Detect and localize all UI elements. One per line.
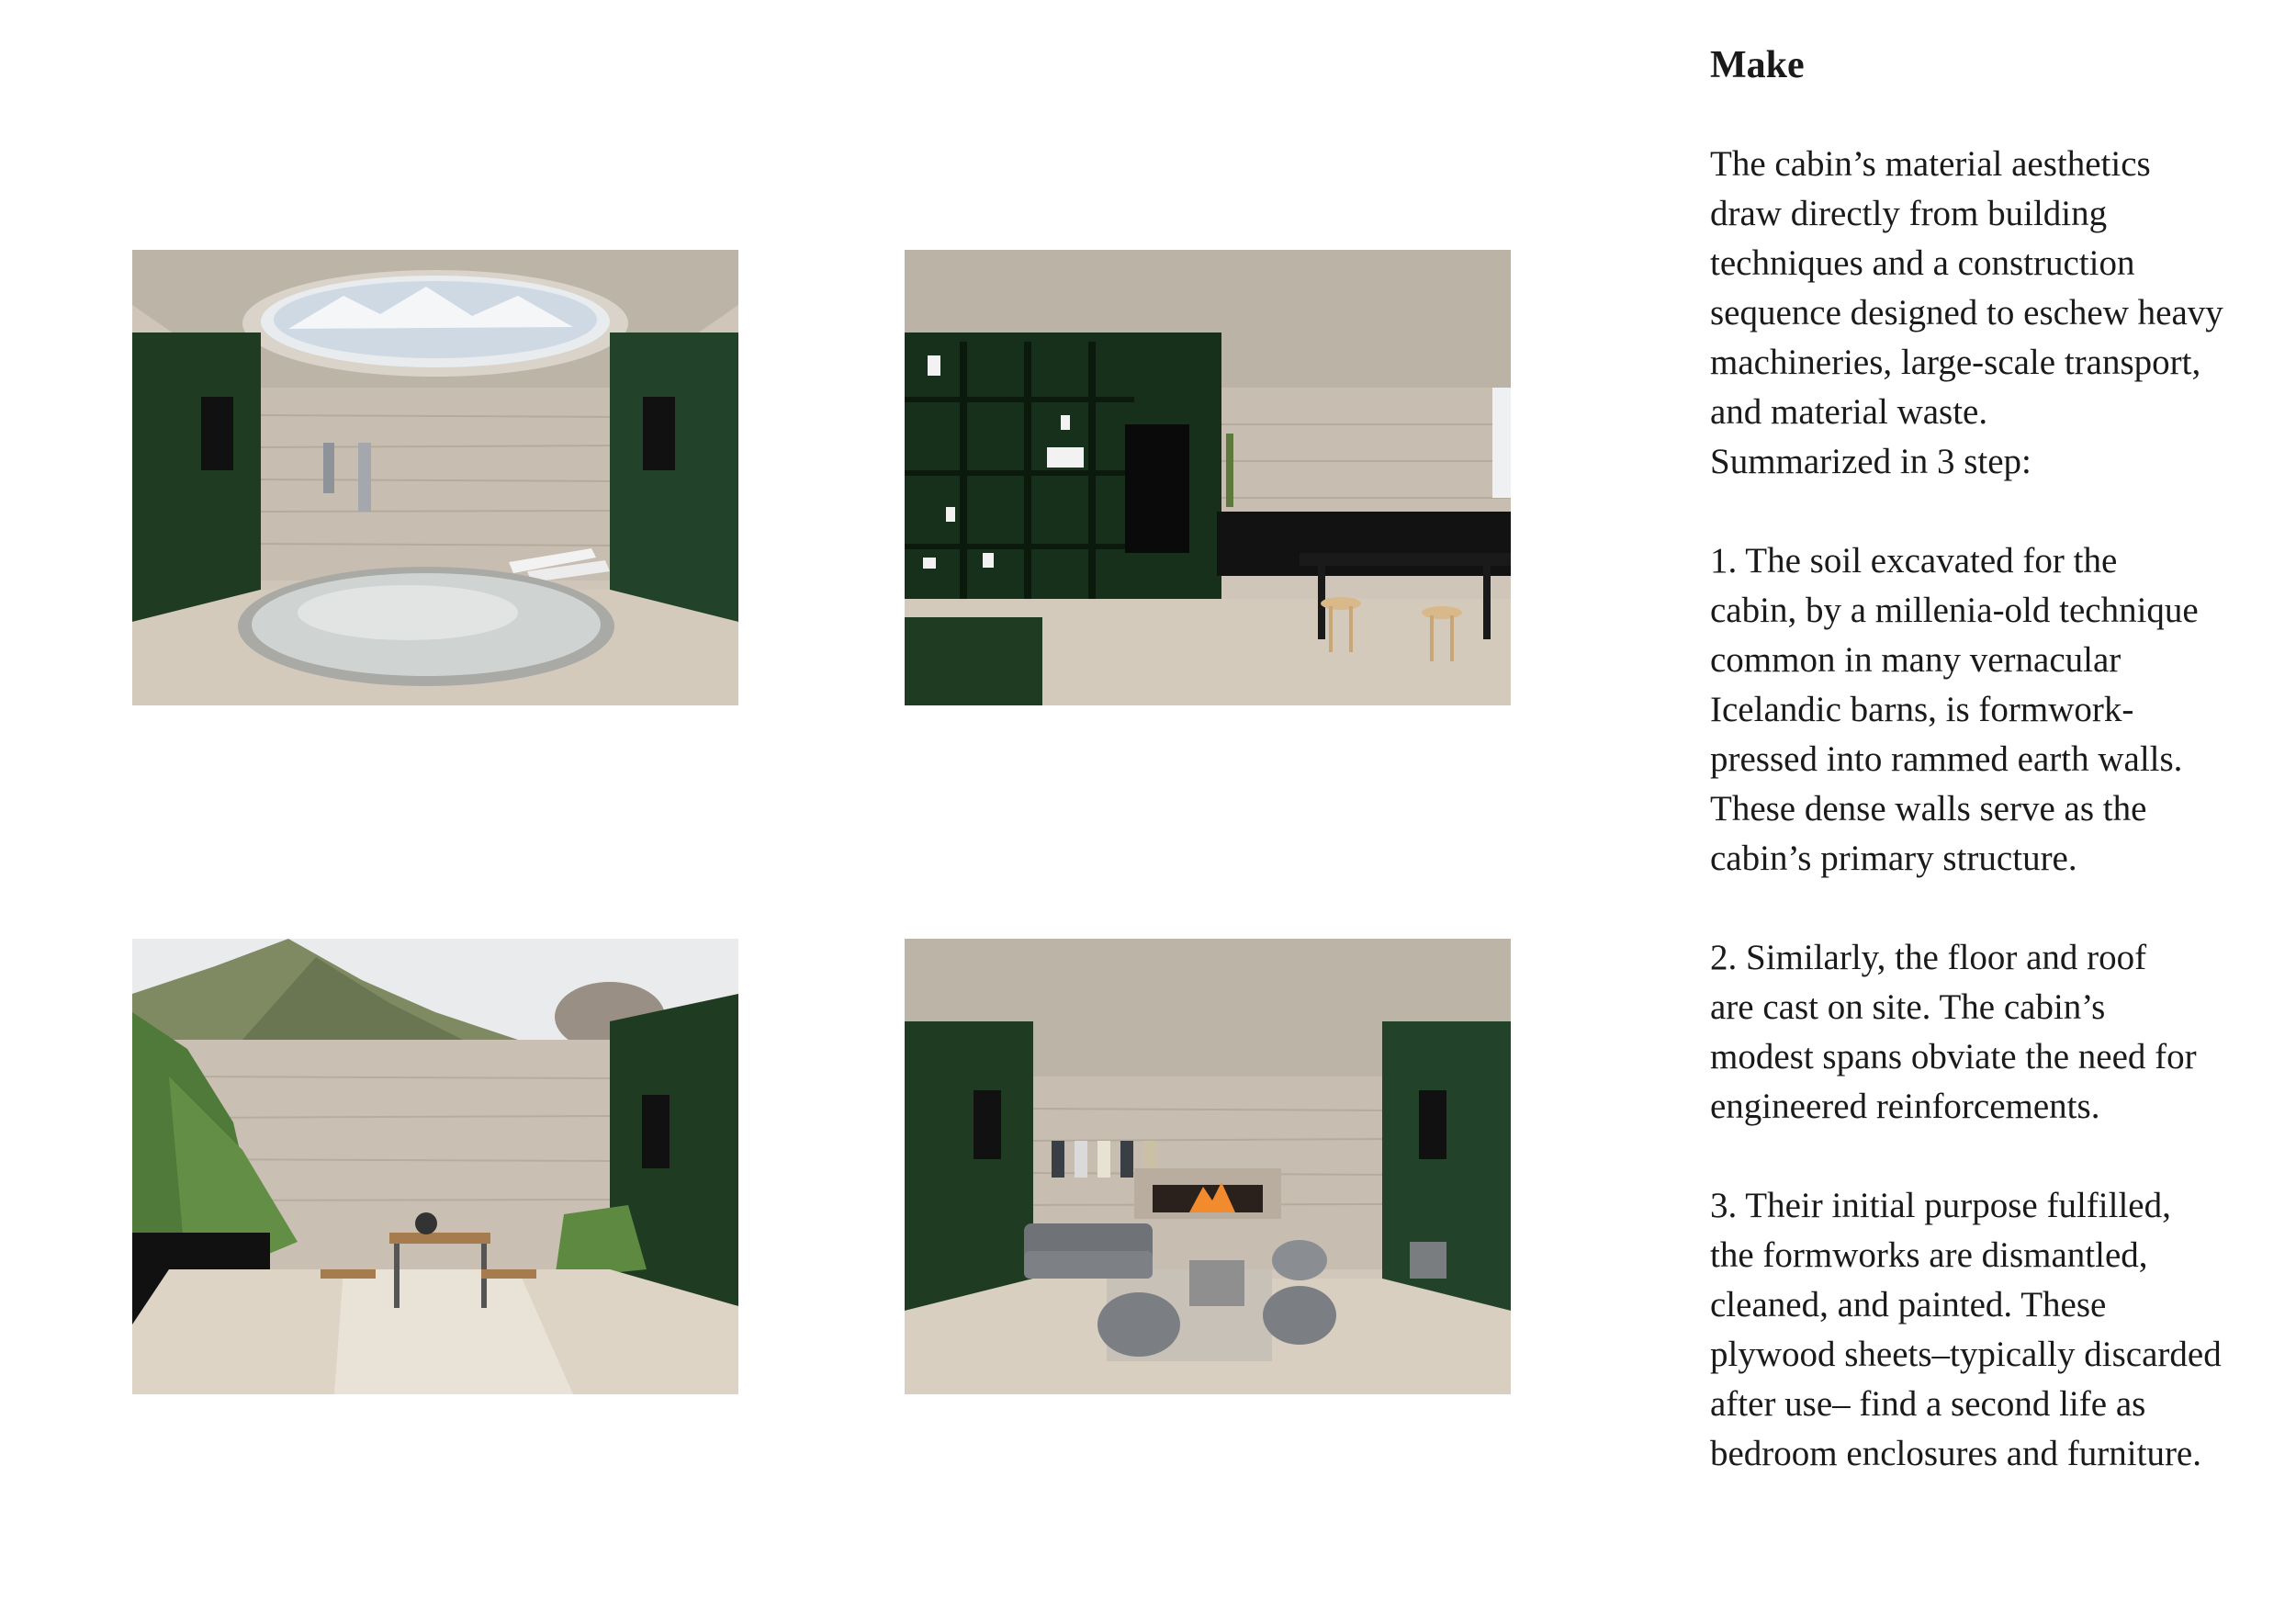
section-heading: Make bbox=[1710, 44, 1805, 86]
kitchen-illustration bbox=[905, 250, 1511, 705]
intro-paragraph: The cabin’s material aesthetics draw directly from building techniques and a construction sequence designed to eschew heavy machineries, large-scale transport, and material waste. Summarized in 3 step: bbox=[1710, 144, 2223, 481]
render-bathroom-skylight bbox=[132, 250, 738, 705]
render-living-fireplace bbox=[905, 939, 1511, 1394]
render-courtyard bbox=[132, 939, 738, 1394]
step-1-paragraph: 1. The soil excavated for the cabin, by a millenia-old technique common in many vernacular Icelandic barns, is formwork- pressed into rammed earth walls. These dense walls serve as the cabin’s primary structure. bbox=[1710, 541, 2199, 878]
bathroom-illustration bbox=[132, 250, 738, 705]
step-3-paragraph: 3. Their initial purpose fulfilled, the formworks are dismantled, cleaned, and painted. These plywood sheets–typically discarded after use– find a second life as bedroom enclosures and furniture. bbox=[1710, 1186, 2222, 1473]
courtyard-illustration bbox=[132, 939, 738, 1394]
render-kitchen-dining bbox=[905, 250, 1511, 705]
step-2-paragraph: 2. Similarly, the floor and roof are cast on site. The cabin’s modest spans obviate the need for engineered reinforcements. bbox=[1710, 938, 2197, 1126]
text-column bbox=[1710, 40, 2279, 1479]
living-illustration bbox=[905, 939, 1511, 1394]
